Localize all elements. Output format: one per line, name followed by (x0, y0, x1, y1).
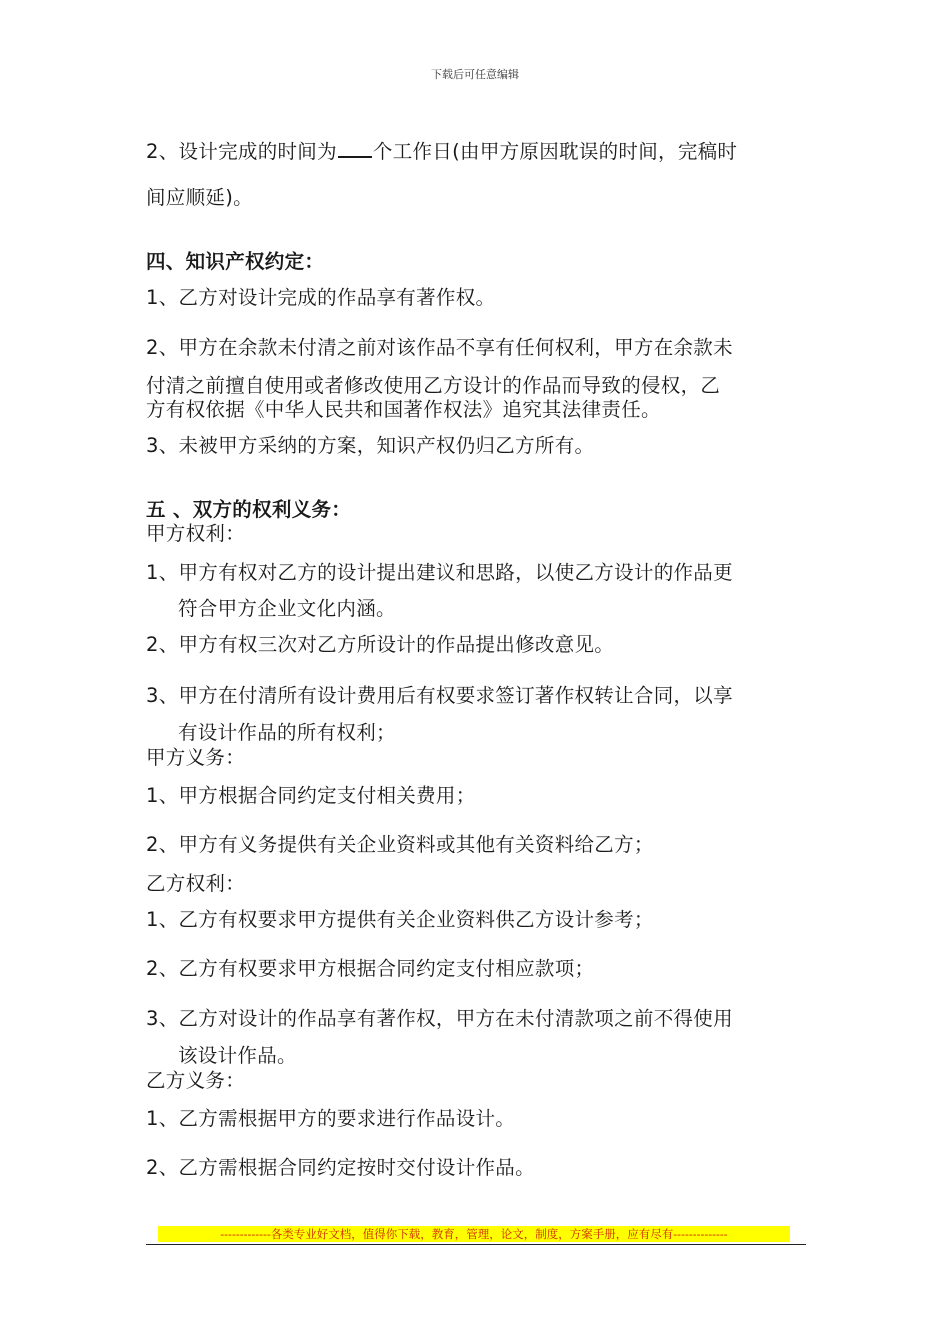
delivery-time-text: 2、设计完成的时间为 (146, 140, 337, 163)
footer-divider (146, 1244, 806, 1245)
footer-promo-banner: -------------各类专业好文档，值得你下载，教育，管理，论文，制度，方案手册，应有尽有-------------- (158, 1226, 790, 1242)
paragraph-line: 1、乙方对设计完成的作品享有著作权。 (146, 286, 496, 309)
paragraph-line: 方有权依据《中华人民共和国著作权法》追究其法律责任。 (146, 398, 661, 421)
section-heading-ip: 四、知识产权约定： (146, 250, 325, 273)
paragraph-line: 间应顺延)。 (146, 186, 253, 209)
subheading-party-a-duties: 甲方义务： (146, 746, 246, 769)
page-header-note: 下载后可任意编辑 (431, 68, 519, 81)
delivery-time-text-cont: 个工作日(由甲方原因耽误的时间，完稿时 (372, 140, 738, 163)
paragraph-line: 3、未被甲方采纳的方案，知识产权仍归乙方所有。 (146, 434, 595, 457)
paragraph-line: 2、乙方需根据合同约定按时交付设计作品。 (146, 1156, 535, 1179)
paragraph-line (146, 136, 737, 164)
section-heading-rights-duties: 五 、双方的权利义务： (146, 498, 352, 521)
subheading-party-a-rights: 甲方权利： (146, 522, 246, 545)
paragraph-line: 3、乙方对设计的作品享有著作权，甲方在未付清款项之前不得使用 (146, 1007, 733, 1030)
paragraph-line: 1、甲方有权对乙方的设计提出建议和思路，以使乙方设计的作品更 (146, 561, 733, 584)
paragraph-line: 1、乙方需根据甲方的要求进行作品设计。 (146, 1107, 516, 1130)
paragraph-line: 2、甲方有权三次对乙方所设计的作品提出修改意见。 (146, 633, 615, 656)
paragraph-line: 符合甲方企业文化内涵。 (178, 597, 396, 620)
paragraph-line: 1、乙方有权要求甲方提供有关企业资料供乙方设计参考； (146, 908, 654, 931)
paragraph-line: 2、乙方有权要求甲方根据合同约定支付相应款项； (146, 957, 595, 980)
paragraph-line: 该设计作品。 (178, 1044, 297, 1067)
paragraph-line: 付清之前擅自使用或者修改使用乙方设计的作品而导致的侵权，乙 (146, 374, 721, 397)
blank-underline (338, 136, 372, 158)
paragraph-line: 1、甲方根据合同约定支付相关费用； (146, 784, 476, 807)
paragraph-line: 有设计作品的所有权利； (178, 721, 396, 744)
subheading-party-b-duties: 乙方义务： (146, 1069, 246, 1092)
paragraph-line: 2、甲方有义务提供有关企业资料或其他有关资料给乙方； (146, 833, 654, 856)
paragraph-line: 2、甲方在余款未付清之前对该作品不享有任何权利，甲方在余款未 (146, 336, 733, 359)
paragraph-line: 3、甲方在付清所有设计费用后有权要求签订著作权转让合同，以享 (146, 684, 733, 707)
subheading-party-b-rights: 乙方权利： (146, 872, 246, 895)
